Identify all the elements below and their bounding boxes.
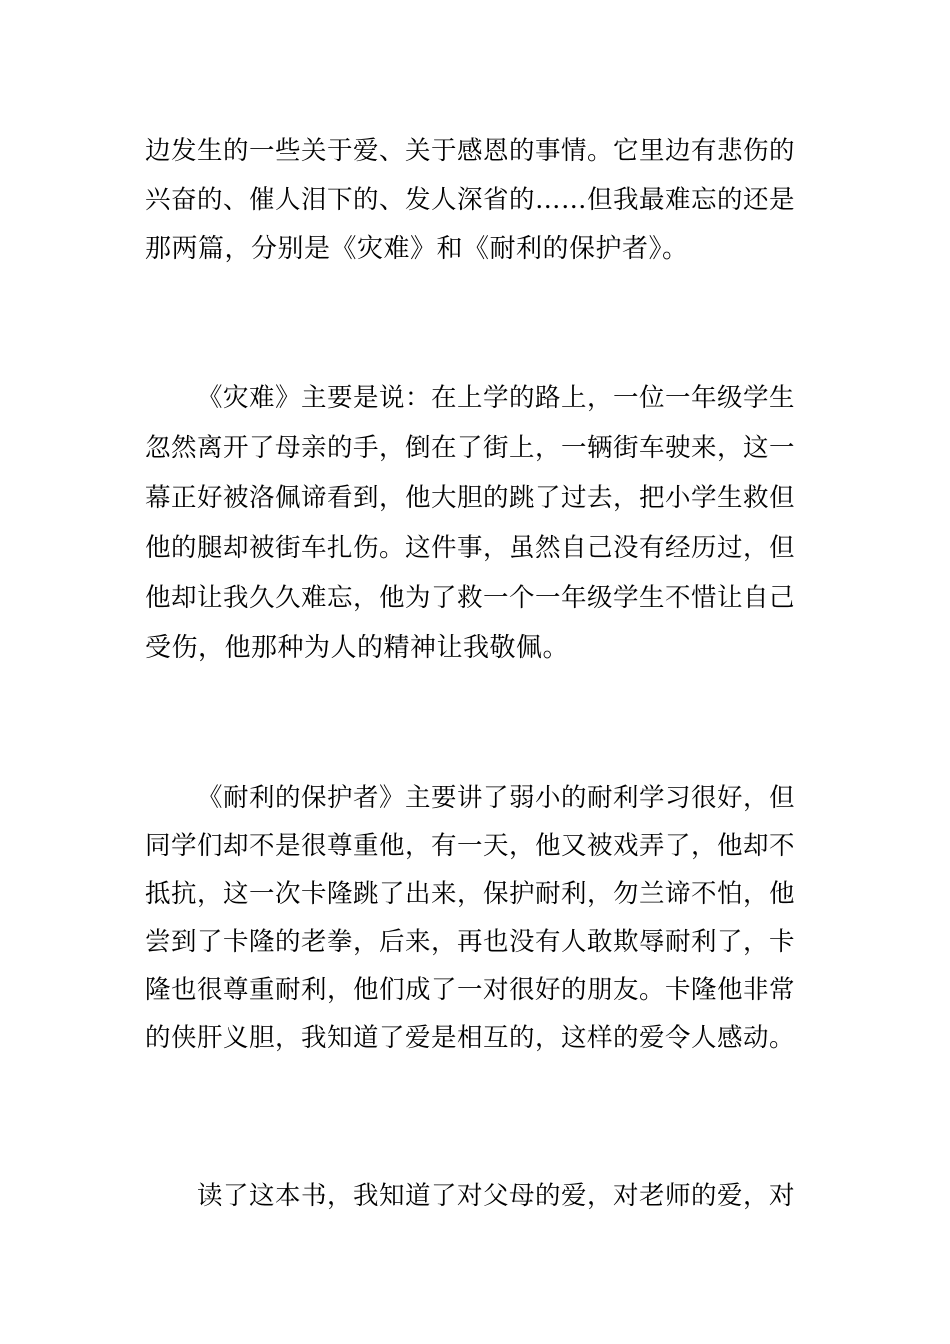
paragraph-2-line-1: 《灾难》主要是说：在上学的路上，一位一年级学生 (197, 383, 796, 413)
paragraph-3-line-4: 尝到了卡隆的老拳，后来，再也没有人敢欺辱耐利了，卡 (145, 927, 796, 957)
paragraph-1-line-1: 边发生的一些关于爱、关于感恩的事情。它里边有悲伤的 (145, 136, 796, 166)
paragraph-2-line-4: 他的腿却被街车扎伤。这件事，虽然自己没有经历过，但 (145, 533, 796, 563)
paragraph-3-line-1: 《耐利的保护者》主要讲了弱小的耐利学习很好，但 (197, 783, 796, 813)
paragraph-2-line-6: 受伤，他那种为人的精神让我敬佩。 (145, 633, 570, 663)
paragraph-3-line-3: 抵抗，这一次卡隆跳了出来，保护耐利，勿兰谛不怕，他 (145, 879, 796, 909)
paragraph-3-line-6: 的侠肝义胆，我知道了爱是相互的，这样的爱令人感动。 (145, 1023, 796, 1053)
paragraph-2-line-5: 他却让我久久难忘，他为了救一个一年级学生不惜让自己 (145, 583, 796, 613)
paragraph-2-line-3: 幕正好被洛佩谛看到，他大胆的跳了过去，把小学生救但 (145, 483, 796, 513)
paragraph-4-line-1: 读了这本书，我知道了对父母的爱，对老师的爱，对 (197, 1181, 796, 1211)
paragraph-3-line-2: 同学们却不是很尊重他，有一天，他又被戏弄了，他却不 (145, 831, 796, 861)
paragraph-2-line-2: 忽然离开了母亲的手，倒在了街上，一辆街车驶来，这一 (145, 433, 796, 463)
paragraph-3-line-5: 隆也很尊重耐利，他们成了一对很好的朋友。卡隆他非常 (145, 975, 796, 1005)
paragraph-1-line-2: 兴奋的、催人泪下的、发人深省的……但我最难忘的还是 (145, 185, 796, 215)
paragraph-1-line-3: 那两篇，分别是《灾难》和《耐利的保护者》。 (145, 234, 689, 264)
